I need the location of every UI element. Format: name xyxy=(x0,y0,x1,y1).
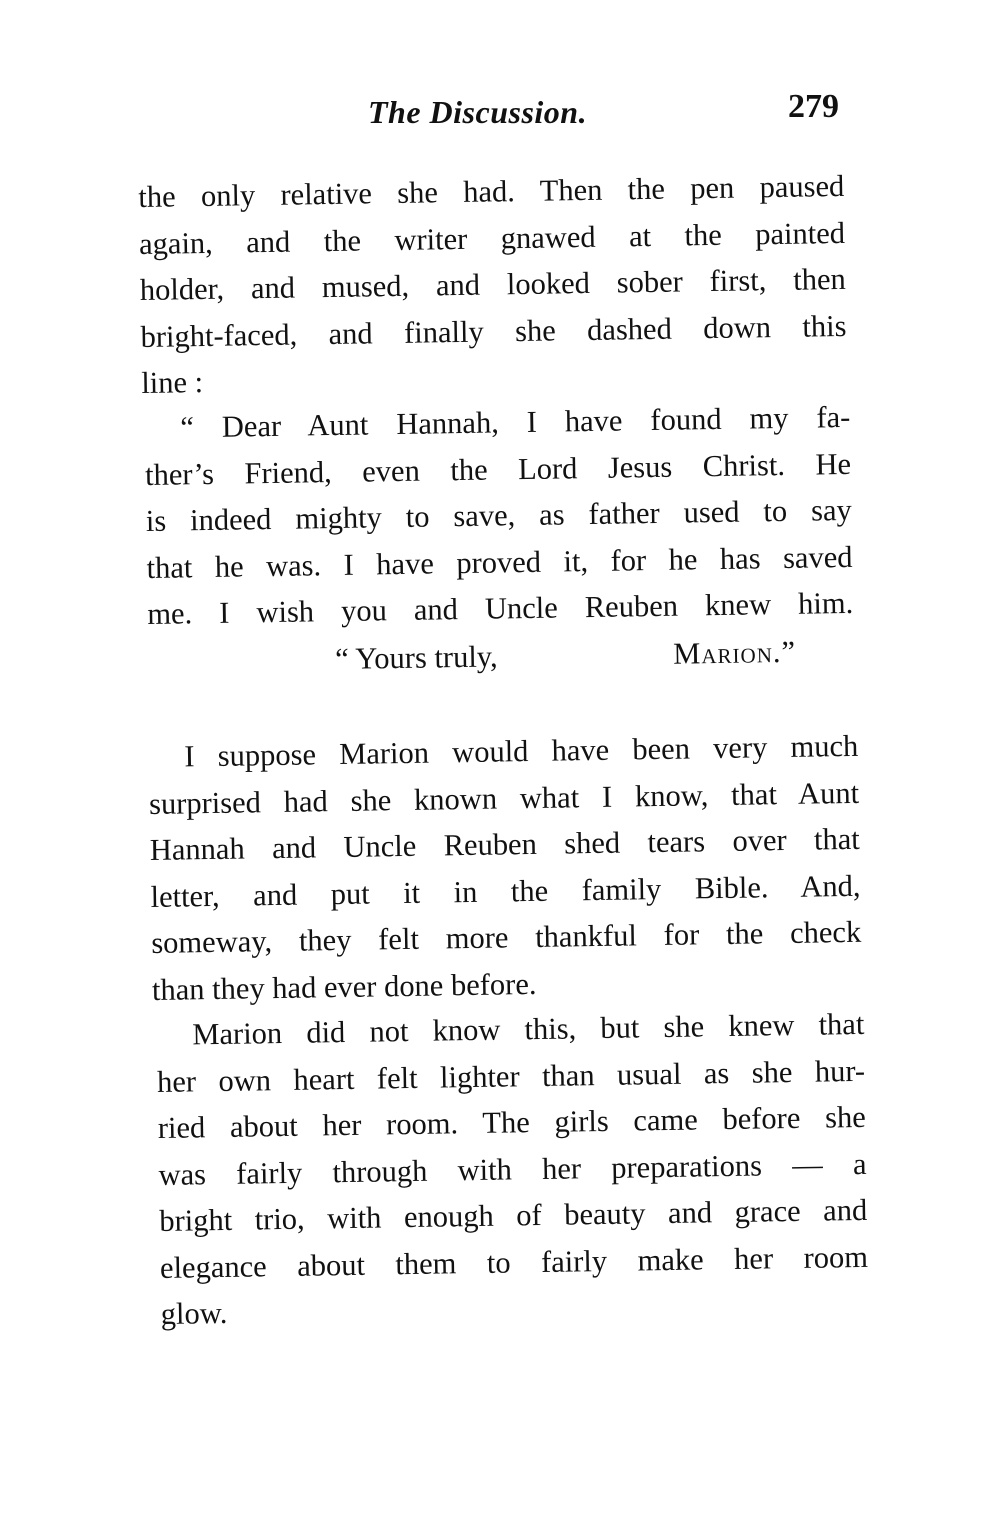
paragraph-continuation xyxy=(138,163,848,407)
text-line: letter, and put it in the family Bible. And, xyxy=(150,868,861,914)
text-line: that he was. I have proved it, for he has saved xyxy=(146,539,853,585)
text-line: her own heart felt lighter than usual as she hur- xyxy=(156,1053,866,1099)
text-line: me. I wish you and Uncle Reuben knew him. xyxy=(147,585,854,631)
text-line: again, and the writer gnawed at the painted xyxy=(138,215,846,261)
text-line: “ Dear Aunt Hannah, I have found my fa- xyxy=(180,399,851,445)
running-head-title: The Discussion. xyxy=(368,94,588,130)
text-line: elegance about them to fairly make her room xyxy=(159,1239,869,1285)
text-line: glow. xyxy=(160,1295,228,1331)
letter-signature: Marion.” xyxy=(672,634,797,671)
text-line: holder, and mused, and looked sober first, then xyxy=(139,261,847,307)
text-line: was fairly through with her preparations — a xyxy=(158,1146,867,1192)
letter-body xyxy=(144,394,854,638)
text-line: someway, they felt more thankful for the check xyxy=(151,914,862,960)
paragraph-marion-room xyxy=(156,1001,869,1338)
text-line: Marion did not know this, but she knew that xyxy=(192,1006,865,1052)
text-line: than they had ever done before. xyxy=(151,966,537,1007)
text-line: bright-faced, and finally she dashed down this xyxy=(140,308,847,354)
text-line: surprised had she known what I know, that Aunt xyxy=(148,775,860,821)
text-line: ried about her room. The girls came before she xyxy=(157,1099,867,1145)
text-line: is indeed mighty to save, as father used to say xyxy=(145,492,853,538)
text-line: Hannah and Uncle Reuben shed tears over that xyxy=(149,821,861,867)
paragraph-aunt-hannah xyxy=(148,723,862,1013)
page-number: 279 xyxy=(788,88,839,125)
text-line: I suppose Marion would have been very much xyxy=(184,728,859,774)
letter-closing: “ Yours truly, xyxy=(335,639,498,676)
text-line: the only relative she had. Then the pen paused xyxy=(138,168,845,214)
text-line: ther’s Friend, even the Lord Jesus Christ. He xyxy=(144,446,852,492)
letter-signoff xyxy=(335,634,825,677)
text-line: line : xyxy=(141,365,204,400)
text-line: bright trio, with enough of beauty and grace and xyxy=(159,1192,868,1238)
